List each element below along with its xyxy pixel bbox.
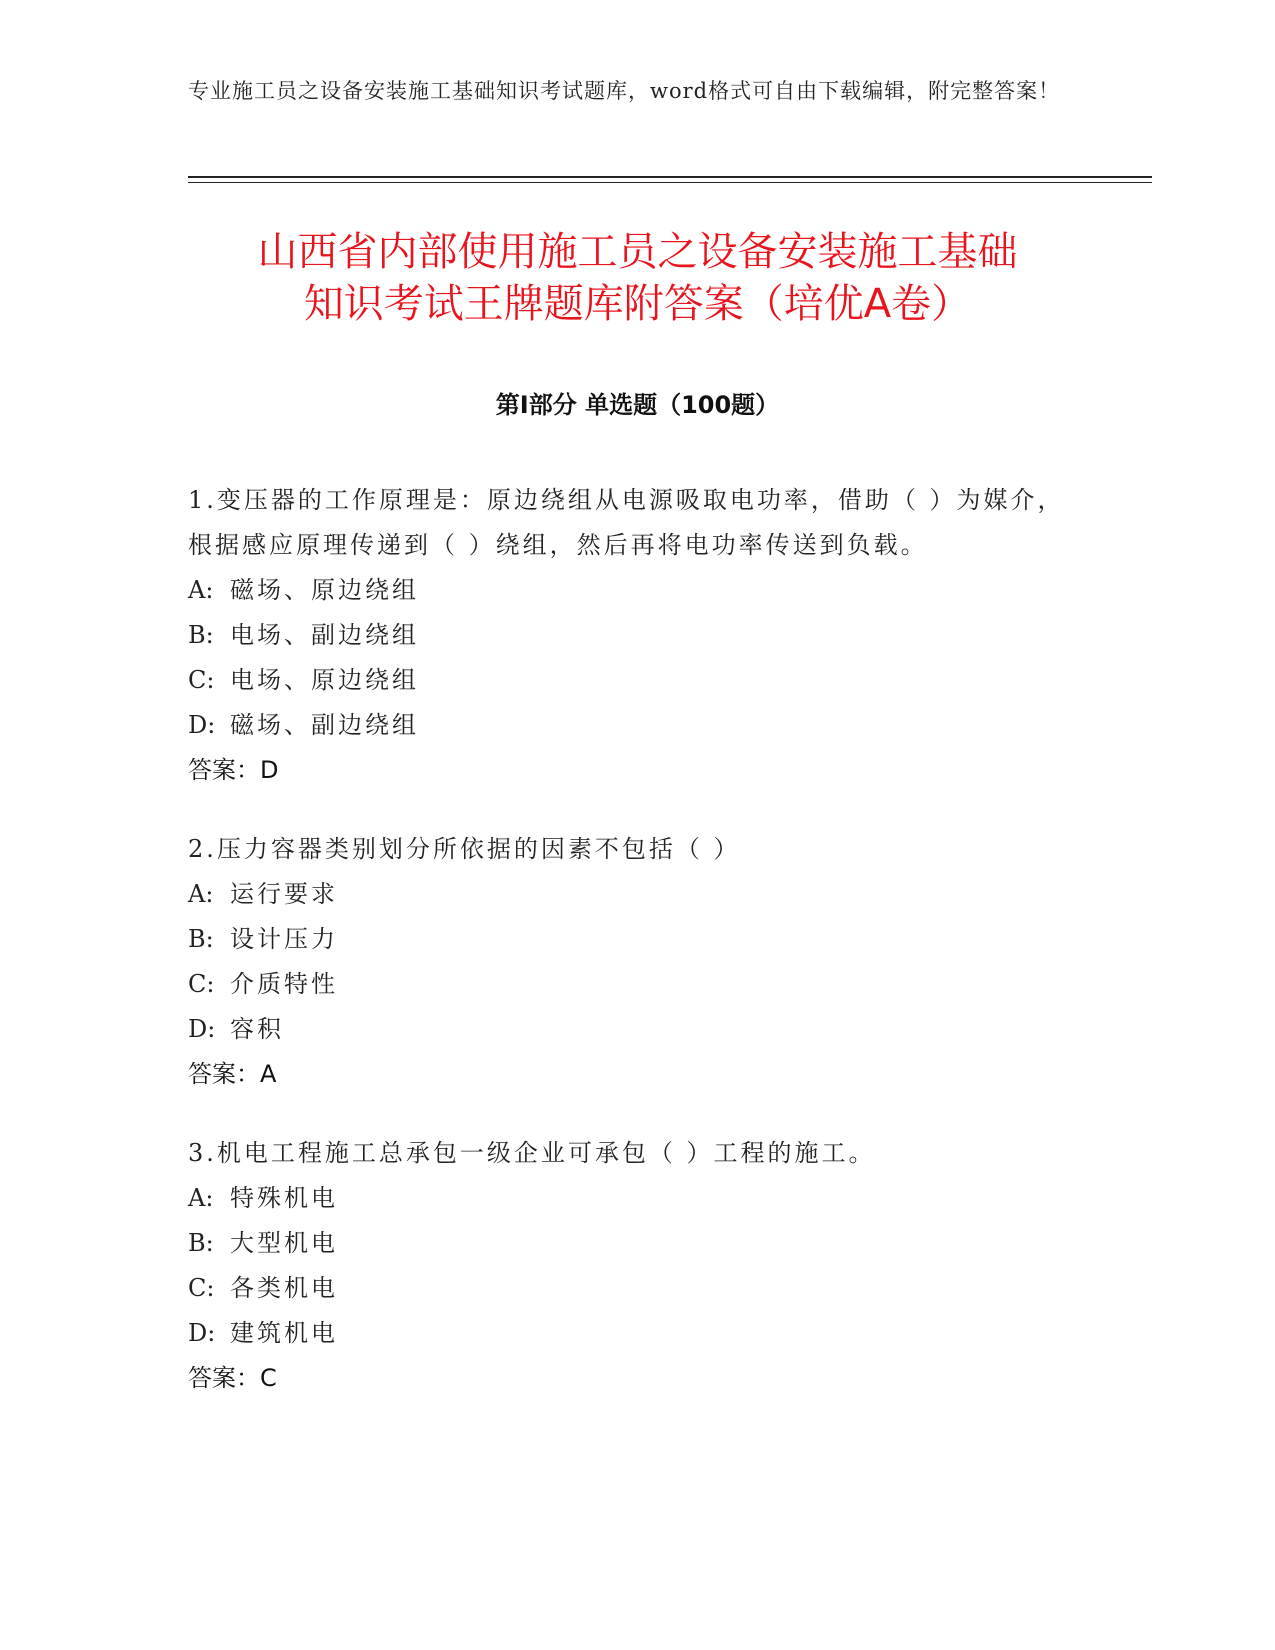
- option-text: 特殊机电: [230, 1184, 338, 1212]
- question-stem: 3.机电工程施工总承包一级企业可承包（ ）工程的施工。: [188, 1139, 876, 1167]
- option-b: [188, 917, 1078, 962]
- answer-line: 答案：A: [188, 1060, 277, 1088]
- document-title-line-2: 知识考试王牌题库附答案（培优A卷）: [303, 281, 972, 327]
- option-d: [188, 703, 1078, 748]
- option-letter: A:: [188, 1184, 214, 1212]
- answer-line: 答案：C: [188, 1364, 277, 1392]
- section-heading: 第Ⅰ部分 单选题（100题）: [495, 391, 780, 419]
- option-d: [188, 1311, 1078, 1356]
- option-letter: C:: [188, 970, 215, 998]
- option-letter: A:: [188, 880, 214, 908]
- option-b: [188, 1221, 1078, 1266]
- option-text: 各类机电: [230, 1274, 338, 1302]
- option-letter: A:: [188, 576, 214, 604]
- document-title-line-1: 山西省内部使用施工员之设备安装施工基础: [257, 229, 1018, 275]
- option-c: [188, 1266, 1078, 1311]
- option-a: [188, 568, 1078, 613]
- option-text: 建筑机电: [230, 1319, 338, 1347]
- question-3: [188, 1131, 1078, 1401]
- question-list: [188, 478, 1078, 1435]
- header-divider-thick: [188, 176, 1152, 178]
- question-2: [188, 827, 1078, 1097]
- question-stem: 2.压力容器类别划分所依据的因素不包括（ ）: [188, 835, 741, 863]
- option-text: 容积: [230, 1015, 284, 1043]
- option-c: [188, 658, 1078, 703]
- option-text: 电场、副边绕组: [230, 621, 419, 649]
- header-note: 专业施工员之设备安装施工基础知识考试题库，word格式可自由下载编辑，附完整答案！: [188, 79, 1061, 103]
- answer-line: 答案：D: [188, 756, 279, 784]
- option-text: 磁场、原边绕组: [230, 576, 419, 604]
- option-b: [188, 613, 1078, 658]
- header-divider-thin: [188, 182, 1152, 183]
- option-text: 磁场、副边绕组: [230, 711, 419, 739]
- option-text: 介质特性: [230, 970, 338, 998]
- option-a: [188, 1176, 1078, 1221]
- option-letter: B:: [188, 621, 214, 649]
- option-d: [188, 1007, 1078, 1052]
- option-letter: C:: [188, 666, 215, 694]
- option-letter: D:: [188, 1015, 216, 1043]
- option-letter: D:: [188, 711, 216, 739]
- option-text: 大型机电: [230, 1229, 338, 1257]
- option-letter: C:: [188, 1274, 215, 1302]
- document-title: [150, 226, 1125, 330]
- option-text: 电场、原边绕组: [230, 666, 419, 694]
- option-text: 设计压力: [230, 925, 338, 953]
- option-letter: B:: [188, 1229, 214, 1257]
- option-a: [188, 872, 1078, 917]
- option-text: 运行要求: [230, 880, 338, 908]
- question-stem: 1.变压器的工作原理是：原边绕组从电源吸取电功率，借助（ ）为媒介，根据感应原理传递到（ ）绕组，然后再将电功率传送到负载。: [188, 486, 1065, 559]
- option-letter: B:: [188, 925, 214, 953]
- option-c: [188, 962, 1078, 1007]
- option-letter: D:: [188, 1319, 216, 1347]
- question-1: [188, 478, 1078, 793]
